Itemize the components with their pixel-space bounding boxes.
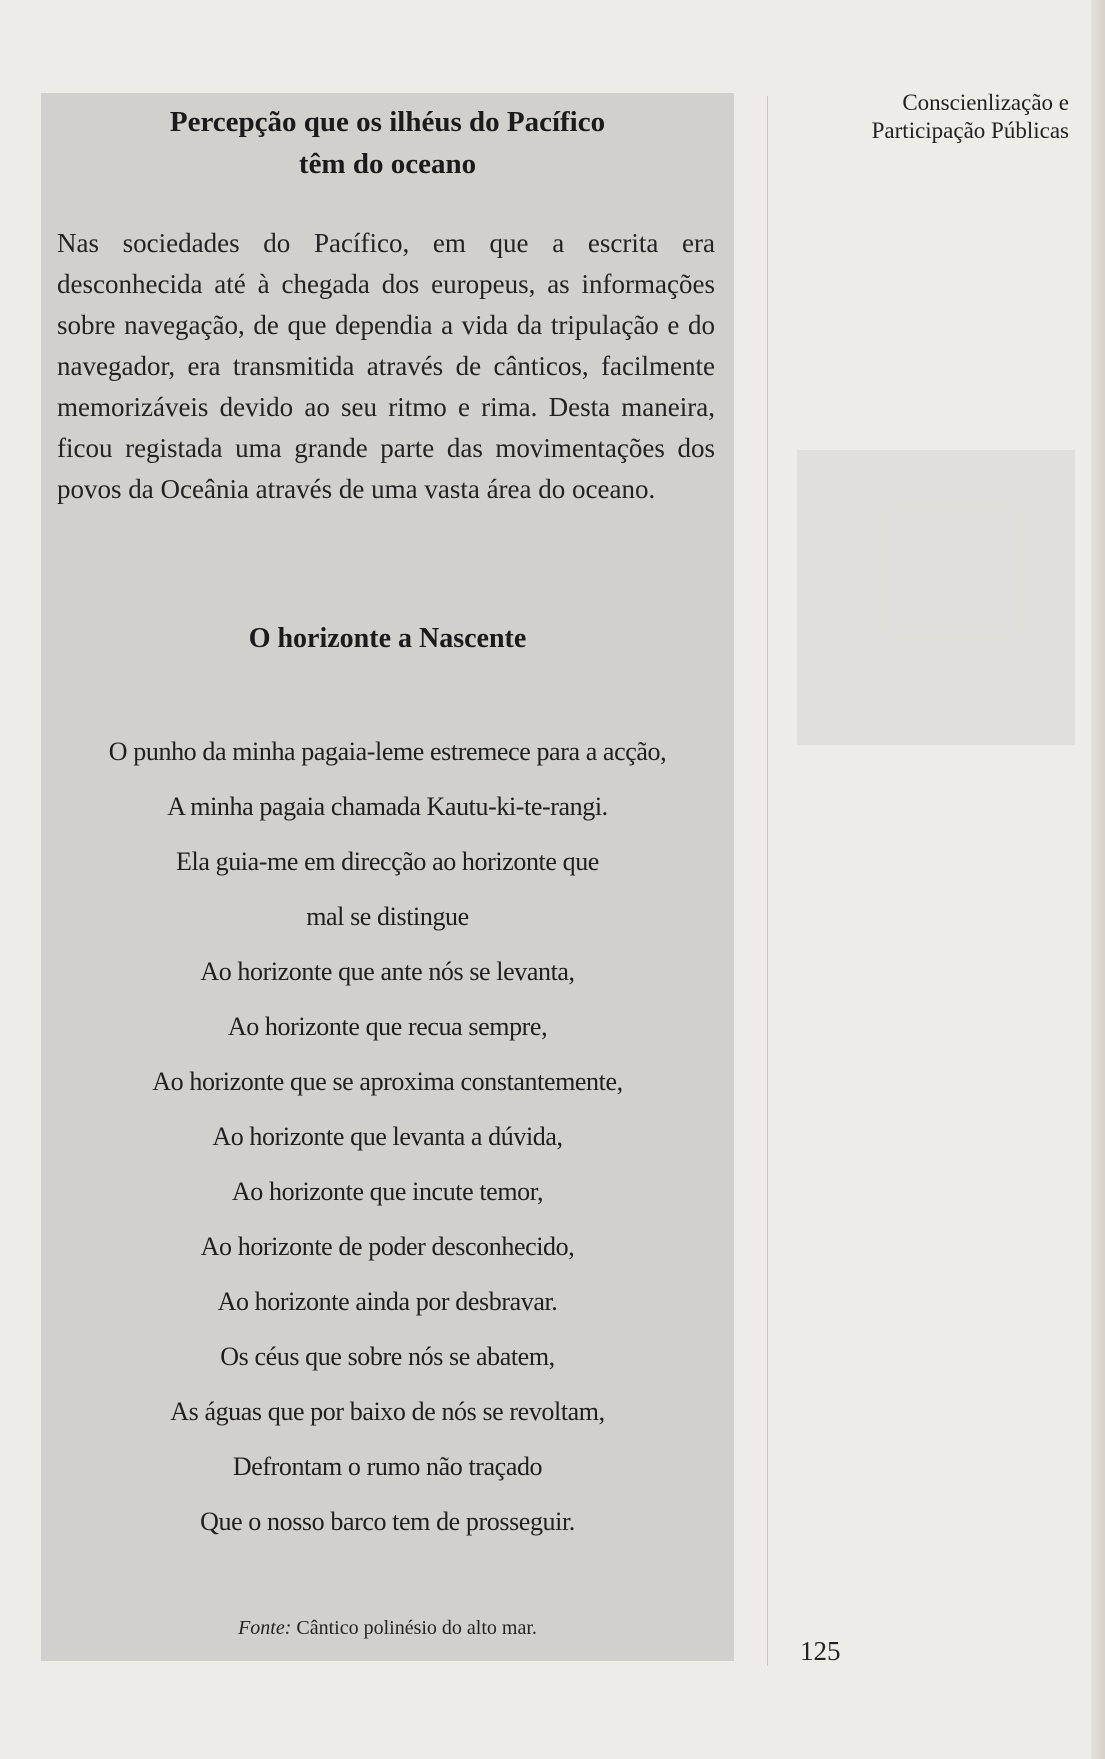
page-number: 125	[800, 1636, 841, 1666]
column-divider	[767, 96, 768, 1666]
poem-line: As águas que por baixo de nós se revoltam,	[170, 1397, 605, 1426]
running-header-line-1: Conscienlização e	[902, 90, 1069, 115]
source-label: Fonte:	[238, 1617, 292, 1639]
poem-line: Ao horizonte ainda por desbravar.	[217, 1287, 558, 1316]
poem-title: O horizonte a Nascente	[248, 623, 527, 654]
poem-line: mal se distingue	[306, 902, 469, 931]
running-header	[809, 89, 1069, 145]
intro-paragraph	[57, 223, 715, 510]
poem-line: Ao horizonte que incute temor,	[231, 1177, 544, 1206]
page-edge	[1091, 0, 1105, 1759]
poem-line: Ao horizonte que recua sempre,	[227, 1012, 548, 1041]
poem	[41, 724, 734, 1549]
source-text: Cântico polinésio do alto mar.	[296, 1617, 537, 1639]
show-through-image	[797, 450, 1075, 745]
poem-line: Ao horizonte de poder desconhecido,	[200, 1232, 575, 1261]
intro-text: Nas sociedades do Pacífico, em que a escrita era desconhecida até à chegada dos europeus, as informações sobre navegação, de que dependia a vida da tripulação e do navegador, era transmitida através de cânticos, facilmente memorizáveis devido ao seu ritmo e rima. Desta maneira, ficou registada uma grande parte das movimentações dos povos da Oceânia através de uma vasta área do oceano.	[57, 228, 715, 504]
poem-line: O punho da minha pagaia-leme estremece para a acção,	[108, 737, 667, 766]
running-header-line-2: Participação Públicas	[871, 118, 1069, 143]
box-title-line-1: Percepção que os ilhéus do Pacífico	[169, 106, 606, 138]
poem-line: A minha pagaia chamada Kautu-ki-te-rangi.	[167, 792, 608, 821]
box-title	[41, 101, 734, 185]
poem-line: Ao horizonte que se aproxima constantemente,	[152, 1067, 623, 1096]
poem-line: Ela guia-me em direcção ao horizonte que	[176, 847, 599, 876]
poem-line: Os céus que sobre nós se abatem,	[220, 1342, 555, 1371]
poem-line: Ao horizonte que ante nós se levanta,	[200, 957, 575, 986]
poem-line: Defrontam o rumo não traçado	[232, 1452, 543, 1481]
poem-line: Ao horizonte que levanta a dúvida,	[212, 1122, 563, 1151]
box-title-line-2: têm do oceano	[298, 148, 477, 180]
source-note	[41, 1614, 734, 1642]
poem-line: Que o nosso barco tem de prosseguir.	[200, 1507, 575, 1536]
